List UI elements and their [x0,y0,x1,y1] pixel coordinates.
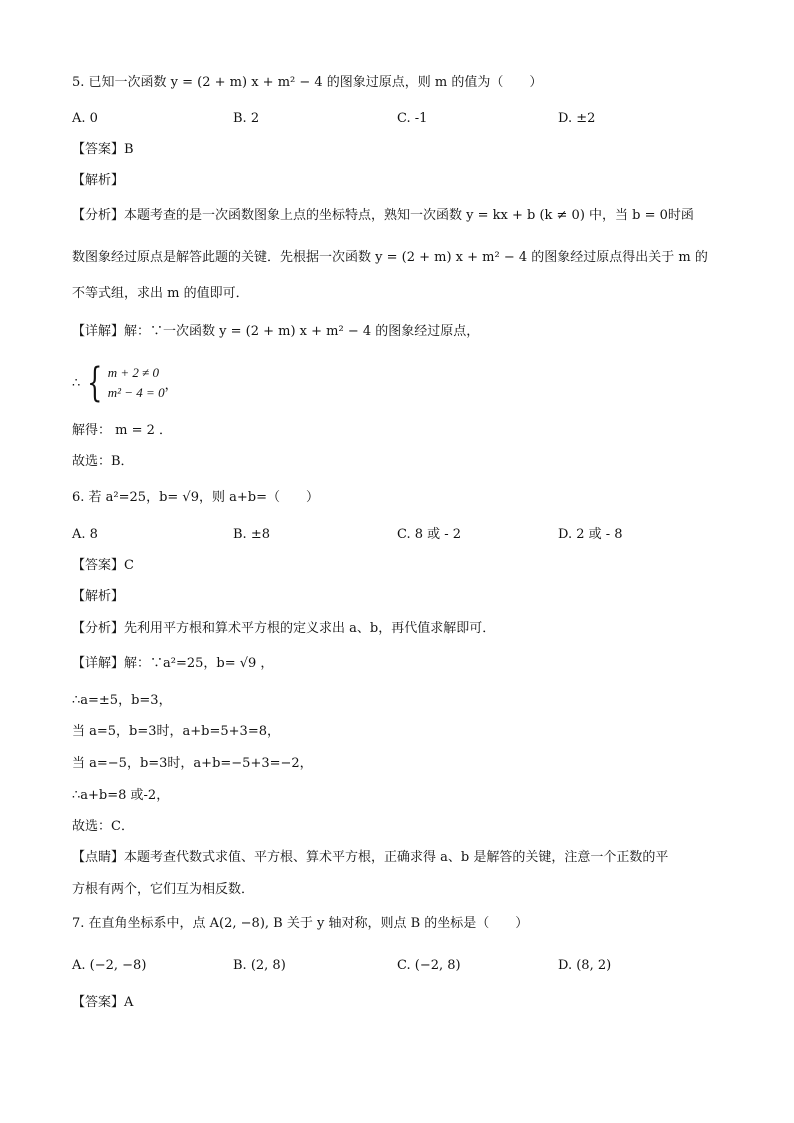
q5-xiangjie-line-1: 【详解】解：∵一次函数 y = (2 + m) x + m² − 4 的图象经过原点， [72,324,480,339]
q5-option-b: B. 2 [233,111,260,126]
therefore-symbol: ∴ [72,375,81,391]
q5-solve: 解得： m = 2 ． [72,423,173,438]
left-brace-icon: { [87,360,103,406]
q5-option-a: A. 0 [72,111,98,126]
q5-choose: 故选：B． [72,454,134,469]
q6-option-a: A. 8 [72,527,98,542]
q5-option-c: C. -1 [397,111,428,126]
q6-dianjing-line-2: 方根有两个，它们互为相反数． [72,882,255,897]
q6-step-1: ∴a=±5，b=3， [72,693,172,708]
q6-answer: 【答案】C [72,558,134,573]
q5-equation-system [72,362,178,404]
q6-option-b: B. ±8 [233,527,270,542]
q6-option-c: C. 8 或 - 2 [397,527,462,542]
q7-option-d: D. (8, 2) [558,958,612,973]
equation-rows [108,363,165,403]
equation-end-mark: ， [164,377,178,393]
q5-option-d: D. ±2 [558,111,596,126]
q5-fenxi-line-2: 数图象经过原点是解答此题的关键．先根据一次函数 y = (2 + m) x + m² − 4 的图象经过原点得出关于 m 的 [72,250,708,265]
q6-option-d: D. 2 或 - 8 [558,527,623,542]
q7-option-a: A. (−2, −8) [72,958,147,973]
q6-choose: 故选：C． [72,819,134,834]
q6-fenxi: 【分析】先利用平方根和算术平方根的定义求出 a、b，再代值求解即可． [72,621,496,636]
q5-fenxi-line-1: 【分析】本题考查的是一次函数图象上点的坐标特点，熟知一次函数 y = kx + b (k ≠ 0) 中，当 b = 0时函 [72,208,694,223]
q6-step-2: 当 a=5，b=3时，a+b=5+3=8， [72,724,280,739]
equation-row-2: m² − 4 = 0 [107,385,165,400]
q7-option-c: C. (−2, 8) [397,958,461,973]
q6-xiangjie: 【详解】解：∵a²=25，b= √9 ， [72,656,274,671]
q5-analysis-tag: 【解析】 [72,173,125,188]
q7-answer: 【答案】A [72,995,134,1010]
q6-dianjing-line-1: 【点睛】本题考查代数式求值、平方根、算术平方根，正确求得 a、b 是解答的关键，注意一个正数的平 [72,850,669,865]
q5-stem: 5. 已知一次函数 y = (2 + m) x + m² − 4 的图象过原点，则 m 的值为（ ） [72,75,543,90]
q7-option-b: B. (2, 8) [233,958,286,973]
q7-stem: 7. 在直角坐标系中，点 A(2, −8), B 关于 y 轴对称，则点 B 的坐标是（ ） [72,916,529,931]
q6-stem: 6. 若 a²=25，b= √9，则 a+b=（ ） [72,490,319,505]
q6-step-4: ∴a+b=8 或-2， [72,788,170,803]
q5-fenxi-line-3: 不等式组，求出 m 的值即可． [72,286,249,301]
q6-analysis-tag: 【解析】 [72,589,125,604]
q6-step-3: 当 a=−5，b=3时，a+b=−5+3=−2， [72,756,313,771]
q5-answer: 【答案】B [72,142,134,157]
equation-row-1: m + 2 ≠ 0 [107,365,160,380]
